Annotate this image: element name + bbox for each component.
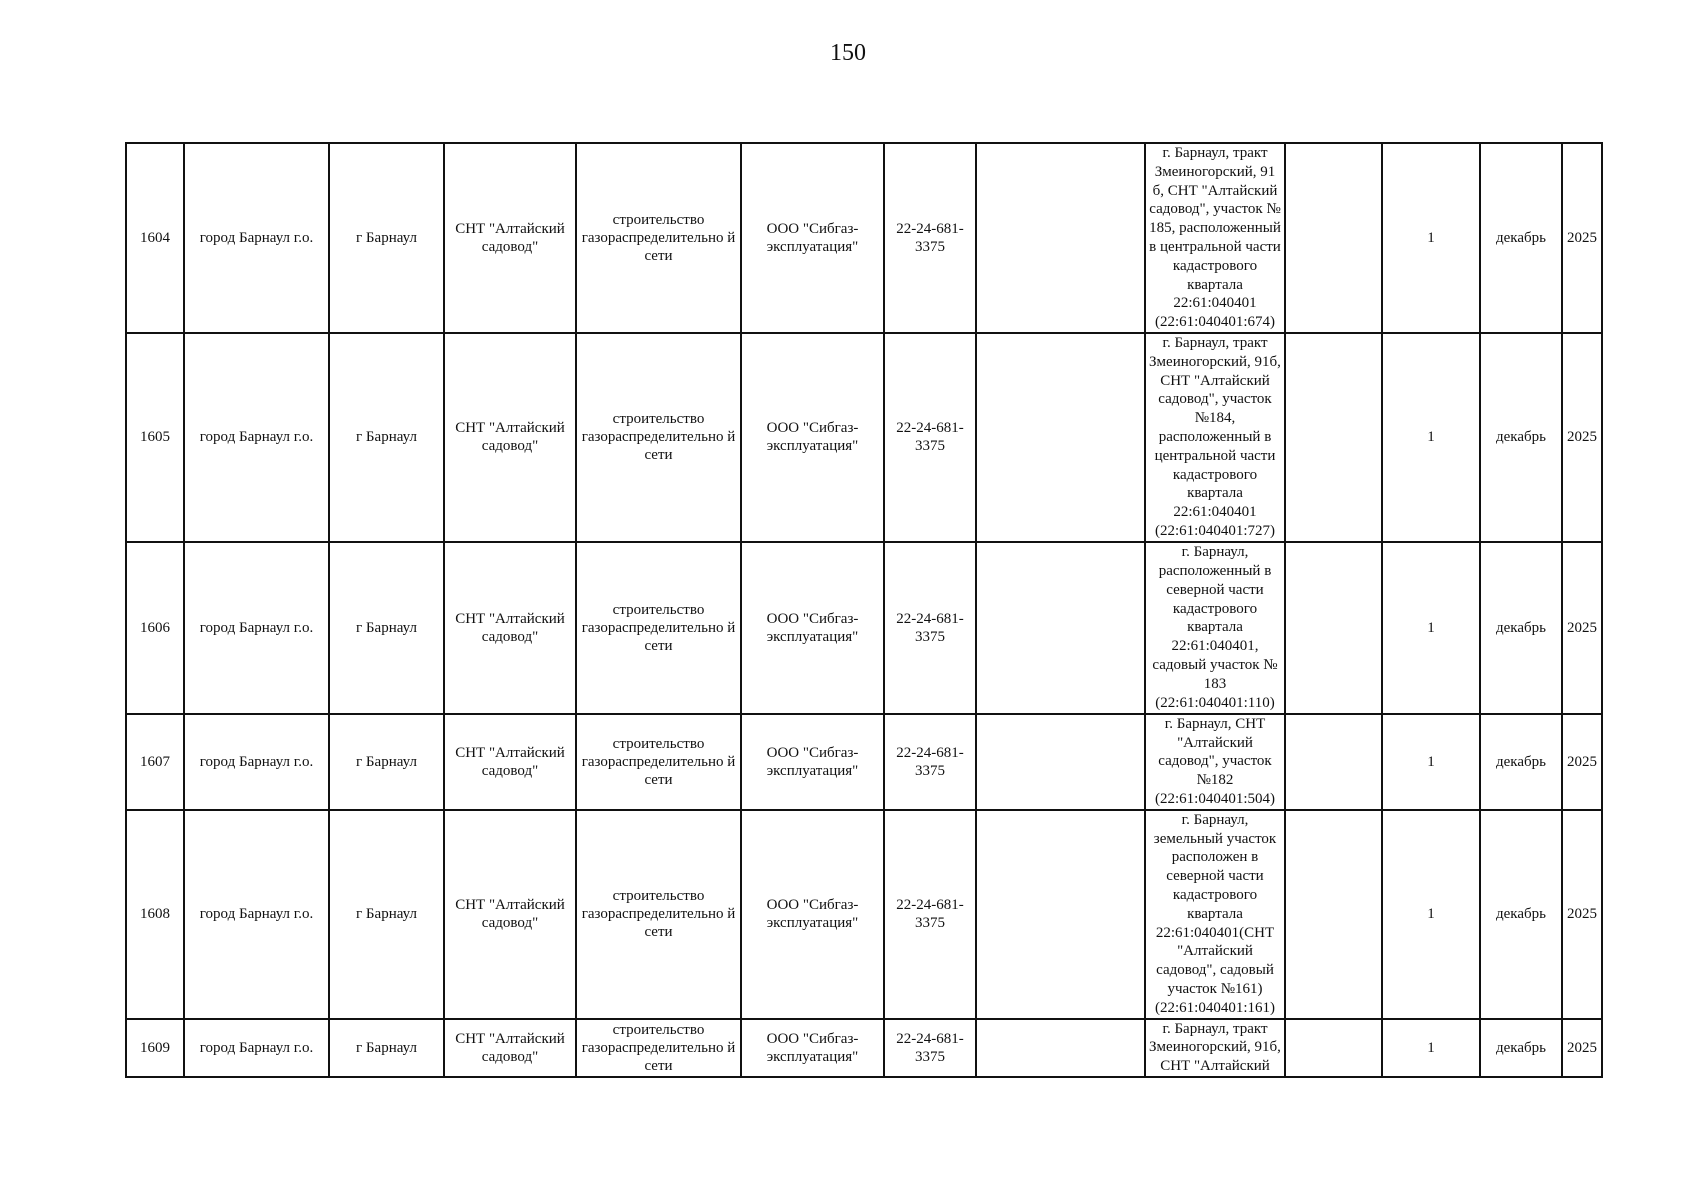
blank-cell [1285, 143, 1382, 333]
month-cell: декабрь [1480, 714, 1562, 810]
blank-cell [1285, 810, 1382, 1019]
municipality-cell: город Барнаул г.о. [184, 333, 329, 542]
partnership-cell: СНТ "Алтайский садовод" [444, 810, 576, 1019]
quantity-cell: 1 [1382, 810, 1480, 1019]
locality-cell: г Барнаул [329, 333, 444, 542]
month-cell: декабрь [1480, 1019, 1562, 1077]
blank-cell [1285, 1019, 1382, 1077]
address-cell: г. Барнаул, земельный участок расположен в северной части кадастрового квартала 22:61:040401(СНТ "Алтайский садовод", садовый участок №161) (22:61:040401:161) [1145, 810, 1285, 1019]
year-cell: 2025 [1562, 1019, 1602, 1077]
table-row [126, 143, 1602, 333]
address-cell: г. Барнаул, тракт Змеиногорский, 91б, СНТ "Алтайский [1145, 1019, 1285, 1077]
company-cell: ООО "Сибгаз-эксплуатация" [741, 333, 884, 542]
blank-cell [976, 333, 1145, 542]
quantity-cell: 1 [1382, 542, 1480, 714]
row-number: 1606 [126, 542, 184, 714]
quantity-cell: 1 [1382, 1019, 1480, 1077]
blank-cell [976, 542, 1145, 714]
partnership-cell: СНТ "Алтайский садовод" [444, 333, 576, 542]
locality-cell: г Барнаул [329, 542, 444, 714]
work-type-cell: строительство газораспределительно й сети [576, 1019, 741, 1077]
locality-cell: г Барнаул [329, 1019, 444, 1077]
municipality-cell: город Барнаул г.о. [184, 714, 329, 810]
table-row [126, 810, 1602, 1019]
quantity-cell: 1 [1382, 333, 1480, 542]
work-type-cell: строительство газораспределительно й сети [576, 143, 741, 333]
table-row [126, 333, 1602, 542]
blank-cell [976, 810, 1145, 1019]
blank-cell [976, 714, 1145, 810]
partnership-cell: СНТ "Алтайский садовод" [444, 143, 576, 333]
company-cell: ООО "Сибгаз-эксплуатация" [741, 714, 884, 810]
company-cell: ООО "Сибгаз-эксплуатация" [741, 1019, 884, 1077]
address-cell: г. Барнаул, расположенный в северной части кадастрового квартала 22:61:040401, садовый участок № 183 (22:61:040401:110) [1145, 542, 1285, 714]
code-cell: 22-24-681-3375 [884, 143, 976, 333]
page-number: 150 [830, 40, 866, 66]
blank-cell [976, 143, 1145, 333]
municipality-cell: город Барнаул г.о. [184, 810, 329, 1019]
address-cell: г. Барнаул, СНТ "Алтайский садовод", участок №182 (22:61:040401:504) [1145, 714, 1285, 810]
year-cell: 2025 [1562, 143, 1602, 333]
code-cell: 22-24-681-3375 [884, 542, 976, 714]
year-cell: 2025 [1562, 542, 1602, 714]
company-cell: ООО "Сибгаз-эксплуатация" [741, 810, 884, 1019]
company-cell: ООО "Сибгаз-эксплуатация" [741, 143, 884, 333]
year-cell: 2025 [1562, 333, 1602, 542]
blank-cell [1285, 542, 1382, 714]
row-number: 1604 [126, 143, 184, 333]
blank-cell [976, 1019, 1145, 1077]
code-cell: 22-24-681-3375 [884, 810, 976, 1019]
table-row [126, 1019, 1602, 1077]
row-number: 1608 [126, 810, 184, 1019]
municipality-cell: город Барнаул г.о. [184, 143, 329, 333]
municipality-cell: город Барнаул г.о. [184, 1019, 329, 1077]
work-type-cell: строительство газораспределительно й сети [576, 810, 741, 1019]
address-cell: г. Барнаул, тракт Змеиногорский, 91 б, СНТ "Алтайский садовод", участок № 185, расположенный в центральной части кадастрового квартала 22:61:040401 (22:61:040401:674) [1145, 143, 1285, 333]
work-type-cell: строительство газораспределительно й сети [576, 714, 741, 810]
registry-table [125, 142, 1603, 1078]
code-cell: 22-24-681-3375 [884, 714, 976, 810]
row-number: 1609 [126, 1019, 184, 1077]
company-cell: ООО "Сибгаз-эксплуатация" [741, 542, 884, 714]
row-number: 1607 [126, 714, 184, 810]
locality-cell: г Барнаул [329, 143, 444, 333]
blank-cell [1285, 714, 1382, 810]
table-row [126, 542, 1602, 714]
address-cell: г. Барнаул, тракт Змеиногорский, 91б, СНТ "Алтайский садовод", участок №184, расположенный в центральной части кадастрового квартала 22:61:040401 (22:61:040401:727) [1145, 333, 1285, 542]
code-cell: 22-24-681-3375 [884, 1019, 976, 1077]
work-type-cell: строительство газораспределительно й сети [576, 542, 741, 714]
work-type-cell: строительство газораспределительно й сети [576, 333, 741, 542]
month-cell: декабрь [1480, 810, 1562, 1019]
row-number: 1605 [126, 333, 184, 542]
code-cell: 22-24-681-3375 [884, 333, 976, 542]
month-cell: декабрь [1480, 542, 1562, 714]
quantity-cell: 1 [1382, 714, 1480, 810]
quantity-cell: 1 [1382, 143, 1480, 333]
locality-cell: г Барнаул [329, 810, 444, 1019]
locality-cell: г Барнаул [329, 714, 444, 810]
blank-cell [1285, 333, 1382, 542]
partnership-cell: СНТ "Алтайский садовод" [444, 1019, 576, 1077]
month-cell: декабрь [1480, 143, 1562, 333]
partnership-cell: СНТ "Алтайский садовод" [444, 714, 576, 810]
municipality-cell: город Барнаул г.о. [184, 542, 329, 714]
partnership-cell: СНТ "Алтайский садовод" [444, 542, 576, 714]
table-row [126, 714, 1602, 810]
month-cell: декабрь [1480, 333, 1562, 542]
year-cell: 2025 [1562, 810, 1602, 1019]
year-cell: 2025 [1562, 714, 1602, 810]
